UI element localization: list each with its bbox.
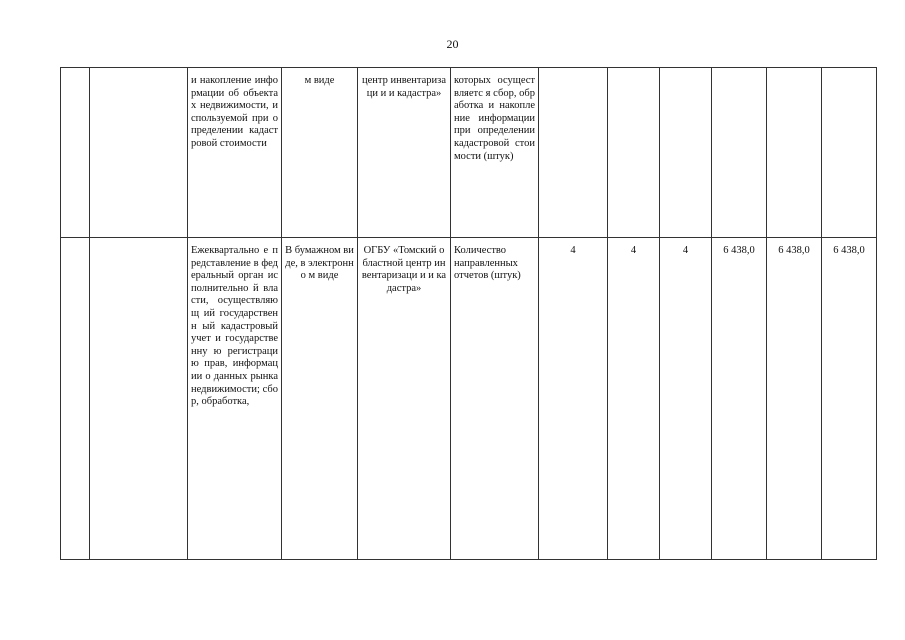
budget-table xyxy=(60,67,877,560)
table-cell-amount xyxy=(767,68,822,238)
table-cell-index xyxy=(61,68,90,238)
table-cell-value xyxy=(660,68,712,238)
table-cell-value: 4 xyxy=(539,238,608,560)
table-row xyxy=(61,238,877,560)
table-cell-indicator: которых осуществляетс я сбор, обработка и накопление информации при определении кадастровой стоимости (штук) xyxy=(451,68,539,238)
table-cell-form: м виде xyxy=(282,68,358,238)
table-cell-form: В бумажном виде, в электронно м виде xyxy=(282,238,358,560)
table-cell-value: 4 xyxy=(660,238,712,560)
table-cell-amount: 6 438,0 xyxy=(822,238,877,560)
table-cell-name xyxy=(90,238,188,560)
table-cell-value: 4 xyxy=(608,238,660,560)
table-cell-amount xyxy=(712,68,767,238)
table-cell-value xyxy=(608,68,660,238)
table-cell-activity: и накопление информации об объектах недвижимости, используемой при определении кадастровой стоимости xyxy=(188,68,282,238)
table-cell-amount: 6 438,0 xyxy=(767,238,822,560)
table-cell-amount xyxy=(822,68,877,238)
table-cell-indicator: Количество направленных отчетов (штук) xyxy=(451,238,539,560)
table-cell-index xyxy=(61,238,90,560)
table-cell-name xyxy=(90,68,188,238)
page-number: 20 xyxy=(446,37,459,51)
table-cell-activity: Ежеквартально е представление в федеральный орган исполнительно й власти, осуществляющ ий государственн ый кадастровый учет и государственну ю регистрацию прав, информации о данных рынка недвижимости; сбор, обработка, xyxy=(188,238,282,560)
table-cell-value xyxy=(539,68,608,238)
table-row xyxy=(61,68,877,238)
table-cell-executor: ОГБУ «Томский областной центр инвентаризаци и и кадастра» xyxy=(358,238,451,560)
table-cell-executor: центр инвентаризаци и и кадастра» xyxy=(358,68,451,238)
table-cell-amount: 6 438,0 xyxy=(712,238,767,560)
